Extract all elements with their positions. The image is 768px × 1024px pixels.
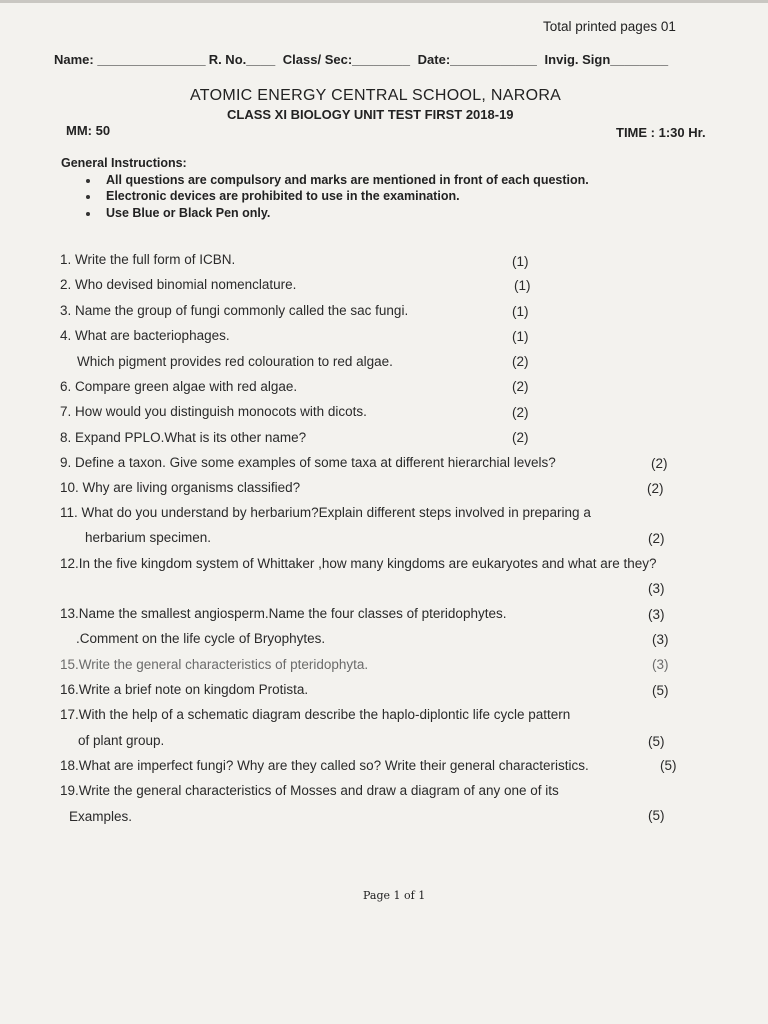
question-text: 3. Name the group of fungi commonly called the sac fungi. xyxy=(60,303,409,318)
question-marks: (2) xyxy=(648,531,665,546)
question-marks: (1) xyxy=(512,304,529,319)
paper-edge xyxy=(0,0,768,3)
question-marks: (2) xyxy=(651,456,668,471)
roll-no-blank: ____ xyxy=(246,52,276,67)
question-text: 4. What are bacteriophages. xyxy=(60,328,230,343)
question-marks: (1) xyxy=(512,254,529,269)
question-text: 6. Compare green algae with red algae. xyxy=(60,379,298,394)
name-blank: ________________ xyxy=(97,52,206,67)
school-title: ATOMIC ENERGY CENTRAL SCHOOL, NARORA xyxy=(190,87,562,104)
max-marks: MM: 50 xyxy=(66,123,111,138)
name-label: Name: xyxy=(54,52,94,67)
question-marks: (1) xyxy=(512,329,529,344)
class-blank: ________ xyxy=(352,52,411,67)
invig-sign-label: Invig. Sign xyxy=(544,52,611,67)
total-pages-label: Total printed pages 01 xyxy=(543,19,676,34)
student-info-row xyxy=(54,52,668,67)
page-number: Page 1 of 1 xyxy=(363,889,426,902)
date-label: Date: xyxy=(417,52,451,67)
question-text: .Comment on the life cycle of Bryophytes. xyxy=(76,631,326,646)
question-marks: (2) xyxy=(512,430,529,445)
instruction-item: Electronic devices are prohibited to use in the examination. xyxy=(106,189,460,203)
question-text: 11. What do you understand by herbarium?Explain different steps involved in preparing a xyxy=(60,505,591,520)
question-text: 10. Why are living organisms classified? xyxy=(60,480,301,495)
question-marks: (5) xyxy=(648,808,665,823)
question-marks: (3) xyxy=(652,657,669,672)
question-marks: (3) xyxy=(648,607,665,622)
roll-no-label: R. No. xyxy=(208,52,247,67)
class-label: Class/ Sec: xyxy=(282,52,353,67)
question-text: 2. Who devised binomial nomenclature. xyxy=(60,277,297,292)
question-marks: (5) xyxy=(652,683,669,698)
question-text: Examples. xyxy=(69,809,133,824)
question-text: 17.With the help of a schematic diagram describe the haplo-diplontic life cycle pattern xyxy=(60,707,571,722)
question-marks: (5) xyxy=(648,734,665,749)
question-text: 16.Write a brief note on kingdom Protista. xyxy=(60,682,309,697)
question-text: herbarium specimen. xyxy=(85,530,212,545)
exam-title: CLASS XI BIOLOGY UNIT TEST FIRST 2018-19 xyxy=(227,107,514,122)
exam-time: TIME : 1:30 Hr. xyxy=(616,125,706,140)
question-marks: (2) xyxy=(512,354,529,369)
date-blank: ____________ xyxy=(450,52,537,67)
instruction-item: All questions are compulsory and marks are mentioned in front of each question. xyxy=(106,173,589,187)
bullet-icon xyxy=(86,195,90,199)
question-marks: (2) xyxy=(512,379,529,394)
question-marks: (2) xyxy=(647,481,664,496)
instructions-heading: General Instructions: xyxy=(61,156,187,170)
question-text: 15.Write the general characteristics of pteridophyta. xyxy=(60,657,369,672)
question-text: 9. Define a taxon. Give some examples of some taxa at different hierarchial levels? xyxy=(60,455,556,470)
invig-sign-blank: ________ xyxy=(610,52,669,67)
question-marks: (3) xyxy=(648,581,665,596)
question-marks: (2) xyxy=(512,405,529,420)
question-text: 7. How would you distinguish monocots with dicots. xyxy=(60,404,367,419)
instruction-item: Use Blue or Black Pen only. xyxy=(106,206,271,220)
question-text: Which pigment provides red colouration to red algae. xyxy=(77,354,393,369)
bullet-icon xyxy=(86,212,90,216)
question-text: 19.Write the general characteristics of Mosses and draw a diagram of any one of its xyxy=(60,783,559,798)
question-text: 12.In the five kingdom system of Whittaker ,how many kingdoms are eukaryotes and what are they? xyxy=(60,556,657,571)
question-text: 1. Write the full form of ICBN. xyxy=(60,252,236,267)
question-text: of plant group. xyxy=(78,733,165,748)
question-marks: (3) xyxy=(652,632,669,647)
question-marks: (5) xyxy=(660,758,677,773)
question-marks: (1) xyxy=(514,278,531,293)
bullet-icon xyxy=(86,179,90,183)
question-text: 18.What are imperfect fungi? Why are they called so? Write their general characteristics. xyxy=(60,758,589,773)
question-text: 8. Expand PPLO.What is its other name? xyxy=(60,430,307,445)
question-text: 13.Name the smallest angiosperm.Name the four classes of pteridophytes. xyxy=(60,606,507,621)
